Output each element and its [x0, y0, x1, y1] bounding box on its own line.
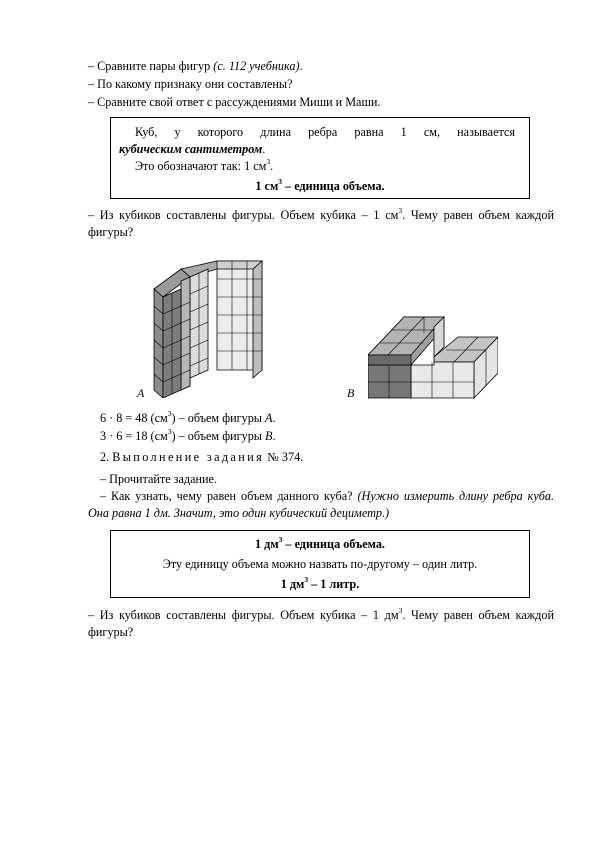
question-volume-cm: – Из кубиков составлены фигуры. Объем кубика – 1 $см^3$. Чему равен объем каждой фигуры?: [88, 205, 554, 239]
cube-figure-a: [145, 245, 270, 398]
cube-figure-b: [368, 307, 498, 399]
calc-figure-a: 6 · 8 = 48 $(см^3)$ – объем фигуры А.: [100, 408, 276, 425]
liter-explanation: Эту единицу объема можно назвать по-другому – один литр.: [162, 557, 478, 571]
question-attribute: – По какому признаку они составлены?: [88, 77, 293, 91]
definition-box-cubic-cm: [110, 117, 530, 199]
definition-term-line: кубическим сантиметром.: [119, 142, 266, 156]
task-read: – Прочитайте задание.: [100, 472, 217, 486]
unit-line: 1 $см^3$ – единица объема.: [255, 176, 385, 193]
question-compare-answer: – Сравните свой ответ с рассуждениями Миши и Маши.: [88, 95, 381, 109]
calc-figure-b: 3 · 6 = 18 $(см^3)$ – объем фигуры В.: [100, 426, 276, 443]
question-compare-pairs: – Сравните пары фигур (с. 112 учебника).: [88, 59, 303, 73]
notation-line: Это обозначают так: 1 $см^3$.: [135, 156, 274, 173]
figure-label-a: A: [137, 386, 145, 400]
task-question: – Как узнать, чему равен объем данного куба? (Нужно измерить длину ребра куба. Она равна 1 дм. Значит, это один кубический дециметр.): [88, 489, 554, 520]
definition-box-liter: [110, 530, 530, 598]
figure-label-b: B: [347, 386, 355, 400]
liter-equation: 1 $дм^3 - 1$ литр.: [280, 574, 360, 591]
task-heading: 2. Выполнение задания № 374.: [100, 450, 304, 464]
unit-dm-line: 1 $дм^3$ – единица объема.: [255, 534, 385, 551]
definition-line: Куб, у которого длина ребра равна 1 см, называется: [135, 125, 515, 139]
question-volume-dm: – Из кубиков составлены фигуры. Объем кубика – 1 $дм^3$. Чему равен объем каждой фигуры?: [88, 605, 554, 639]
